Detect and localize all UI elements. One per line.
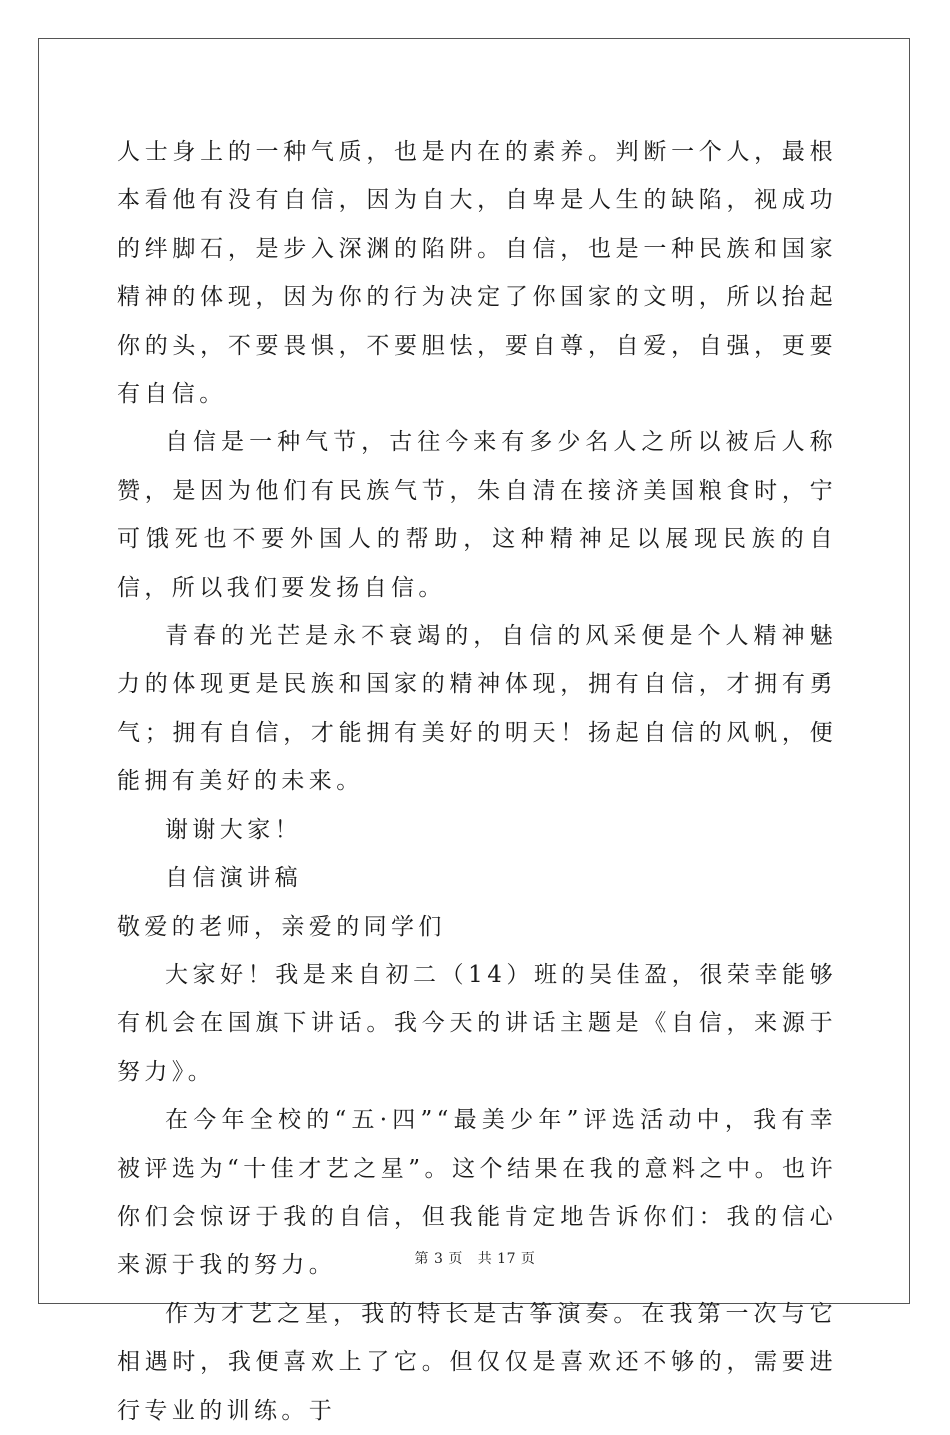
- paragraph-award: 在今年全校的“五·四”“最美少年”评选活动中，我有幸被评选为“十佳才艺之星”。这个结果在我的意料之中。也许你们会惊讶于我的自信，但我能肯定地告诉你们：我的信心来源于我的努力。: [117, 1107, 837, 1279]
- paragraph-continuation: 人士身上的一种气质，也是内在的素养。判断一个人，最根本看他有没有自信，因为自大，自卑是人生的缺陷，视成功的绊脚石，是步入深渊的陷阱。自信，也是一种民族和国家精神的体现，因为你的行为决定了你国家的文明，所以抬起你的头，不要畏惧，不要胆怯，要自尊，自爱，自强，更要有自信。: [117, 139, 837, 408]
- salutation: 敬爱的老师，亲爱的同学们: [117, 913, 446, 940]
- paragraph-guzheng: 作为才艺之星，我的特长是古筝演奏。在我第一次与它相遇时，我便喜欢上了它。但仅仅是喜欢还不够的，需要进行专业的训练。于: [117, 1300, 837, 1424]
- closing-thanks: 谢谢大家！: [165, 816, 302, 843]
- document-body: [117, 128, 837, 1435]
- page-total: 共 17 页: [477, 1251, 536, 1267]
- speech-title: 自信演讲稿: [165, 865, 302, 892]
- paragraph-youth-radiance: 青春的光芒是永不衰竭的，自信的风采便是个人精神魅力的体现更是民族和国家的精神体现，拥有自信，才拥有勇气；拥有自信，才能拥有美好的明天！扬起自信的风帆，便能拥有美好的未来。: [117, 623, 837, 795]
- paragraph-greeting: 大家好！我是来自初二（14）班的吴佳盈，很荣幸能够有机会在国旗下讲话。我今天的讲话主题是《自信，来源于努力》。: [117, 961, 837, 1085]
- paragraph-confidence-integrity: 自信是一种气节，古往今来有多少名人之所以被后人称赞，是因为他们有民族气节，朱自清在接济美国粮食时，宁可饿死也不要外国人的帮助，这种精神足以展现民族的自信，所以我们要发扬自信。: [117, 429, 837, 601]
- page-footer: [0, 1248, 950, 1268]
- page-number: 第 3 页: [414, 1251, 463, 1267]
